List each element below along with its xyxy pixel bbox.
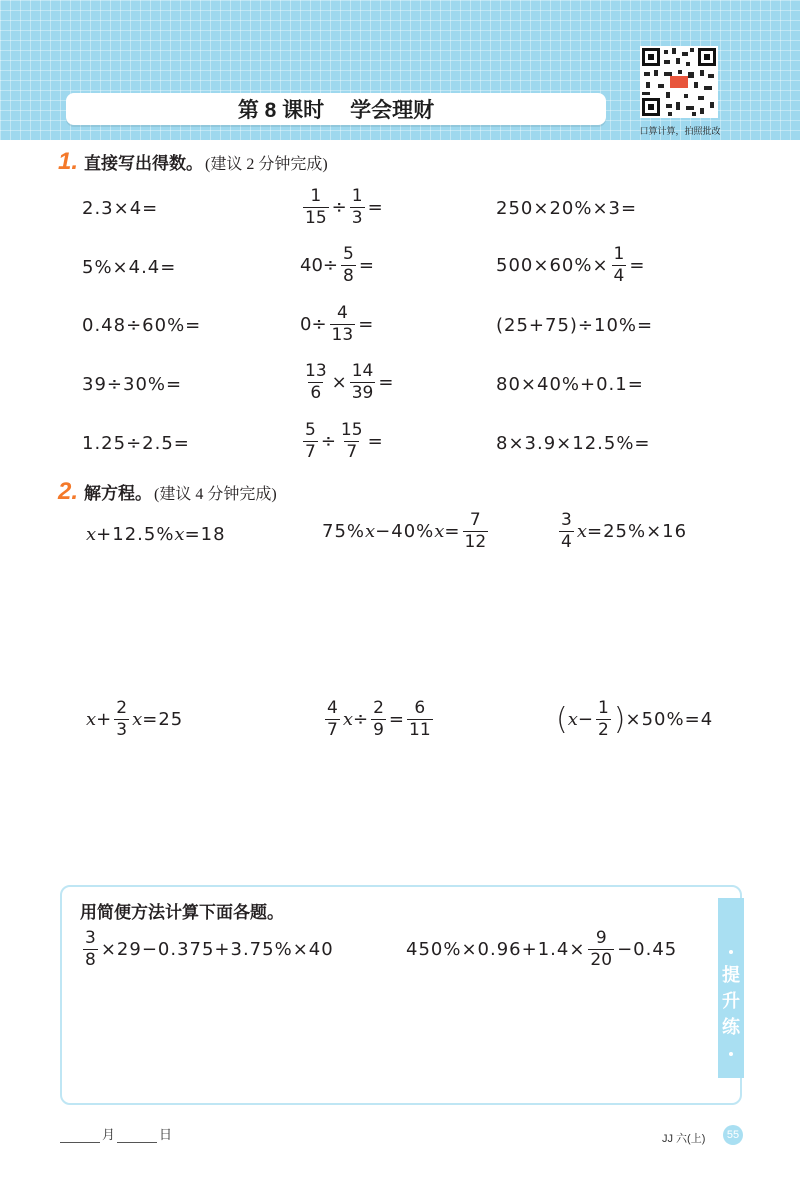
section-2-number: 2. (58, 478, 79, 505)
fraction: $\frac{2}{9}$ (373, 698, 384, 740)
extension-problem: 450%×0.96+1.4× $\frac{9}{20}$ −0.45 (406, 928, 678, 970)
fraction: $\frac{1}{2}$ (597, 698, 609, 740)
fraction: $\frac{13}{6}$ (305, 361, 327, 403)
section-1-hint: (建议 2 分钟完成) (205, 156, 328, 173)
equation: $\frac{4}{7}$ x ÷ $\frac{2}{9}$ = $\frac{6}{11}$ (327, 698, 431, 740)
fraction: $\frac{1}{3}$ (351, 186, 363, 228)
equation: $\frac{3}{4}$ x =25%×16 (561, 510, 688, 552)
oral-problem: 39÷30%= (82, 374, 183, 395)
fraction: $\frac{2}{3}$ (116, 698, 128, 740)
section-2-title: 解方程。 (84, 484, 153, 503)
fraction: $\frac{4}{7}$ (327, 698, 338, 740)
section-1-title: 直接写出得数。 (84, 154, 204, 173)
oral-problem: 250×20%×3= (496, 198, 638, 219)
qr-caption: 口算计算，拍照批改 (639, 126, 721, 136)
fraction: $\frac{1}{4}$ (613, 244, 625, 286)
extension-problem: $\frac{3}{8}$ ×29−0.375+3.75%×40 (85, 928, 334, 970)
oral-problem: 1.25÷2.5= (82, 433, 190, 454)
lesson-number: 第 8 课时 (237, 99, 325, 122)
fraction: $\frac{15}{7}$ (340, 420, 363, 462)
equation: x + $\frac{2}{3}$ x =25 (86, 698, 184, 740)
tab-dot (729, 950, 733, 954)
fraction: $\frac{5}{8}$ (343, 244, 354, 286)
equation: 75% x −40% x = $\frac{7}{12}$ (322, 510, 487, 552)
fraction: $\frac{3}{4}$ (561, 510, 572, 552)
oral-problem: 0.48÷60%= (82, 315, 202, 336)
section-1-heading (58, 148, 328, 176)
fraction: $\frac{5}{7}$ (305, 420, 316, 462)
fraction: $\frac{4}{13}$ (331, 303, 354, 345)
oral-problem: 0÷ $\frac{4}{13}$ = (300, 303, 374, 345)
extension-title: 用简便方法计算下面各题。 (80, 903, 284, 922)
lesson-title: 学会理财 (350, 99, 435, 122)
section-2-hint: (建议 4 分钟完成) (154, 486, 277, 503)
oral-problem: (25+75)÷10%= (496, 315, 654, 336)
oral-problem: $\frac{5}{7}$ ÷ $\frac{15}{7}$ = (305, 420, 383, 462)
section-2-heading (58, 478, 277, 506)
oral-problem: 5%×4.4= (82, 257, 177, 278)
lesson-title-bar (66, 93, 606, 125)
qr-code-icon[interactable] (640, 46, 718, 118)
equation: x +12.5% x =18 (86, 524, 226, 545)
oral-problem: 8×3.9×12.5%= (496, 433, 651, 454)
book-label: JJ 六(上) (662, 1133, 706, 1145)
equation: ( x − $\frac{1}{2}$ ) ×50%=4 (556, 698, 714, 740)
oral-problem: 80×40%+0.1= (496, 374, 644, 395)
fraction: $\frac{7}{12}$ (464, 510, 487, 552)
fraction: $\frac{9}{20}$ (590, 928, 613, 970)
oral-problem: $\frac{1}{15}$ ÷ $\frac{1}{3}$ = (305, 186, 383, 228)
extension-tab-label: 提 升 练 (722, 965, 740, 1037)
tab-dot (729, 1052, 733, 1056)
fraction: $\frac{14}{39}$ (351, 361, 374, 403)
fraction: $\frac{1}{15}$ (305, 186, 327, 228)
section-1-number: 1. (58, 148, 79, 175)
oral-problem: 500×60%× $\frac{1}{4}$ = (496, 244, 645, 286)
oral-problem: $\frac{13}{6}$ × $\frac{14}{39}$ = (305, 361, 394, 403)
oral-problem: 40÷ $\frac{5}{8}$ = (300, 244, 374, 286)
fraction: $\frac{3}{8}$ (85, 928, 96, 970)
date-field: 月 日 (58, 1124, 172, 1143)
oral-problem: 2.3×4= (82, 198, 159, 219)
page-number: 55 (723, 1125, 743, 1145)
fraction: $\frac{6}{11}$ (409, 698, 431, 740)
